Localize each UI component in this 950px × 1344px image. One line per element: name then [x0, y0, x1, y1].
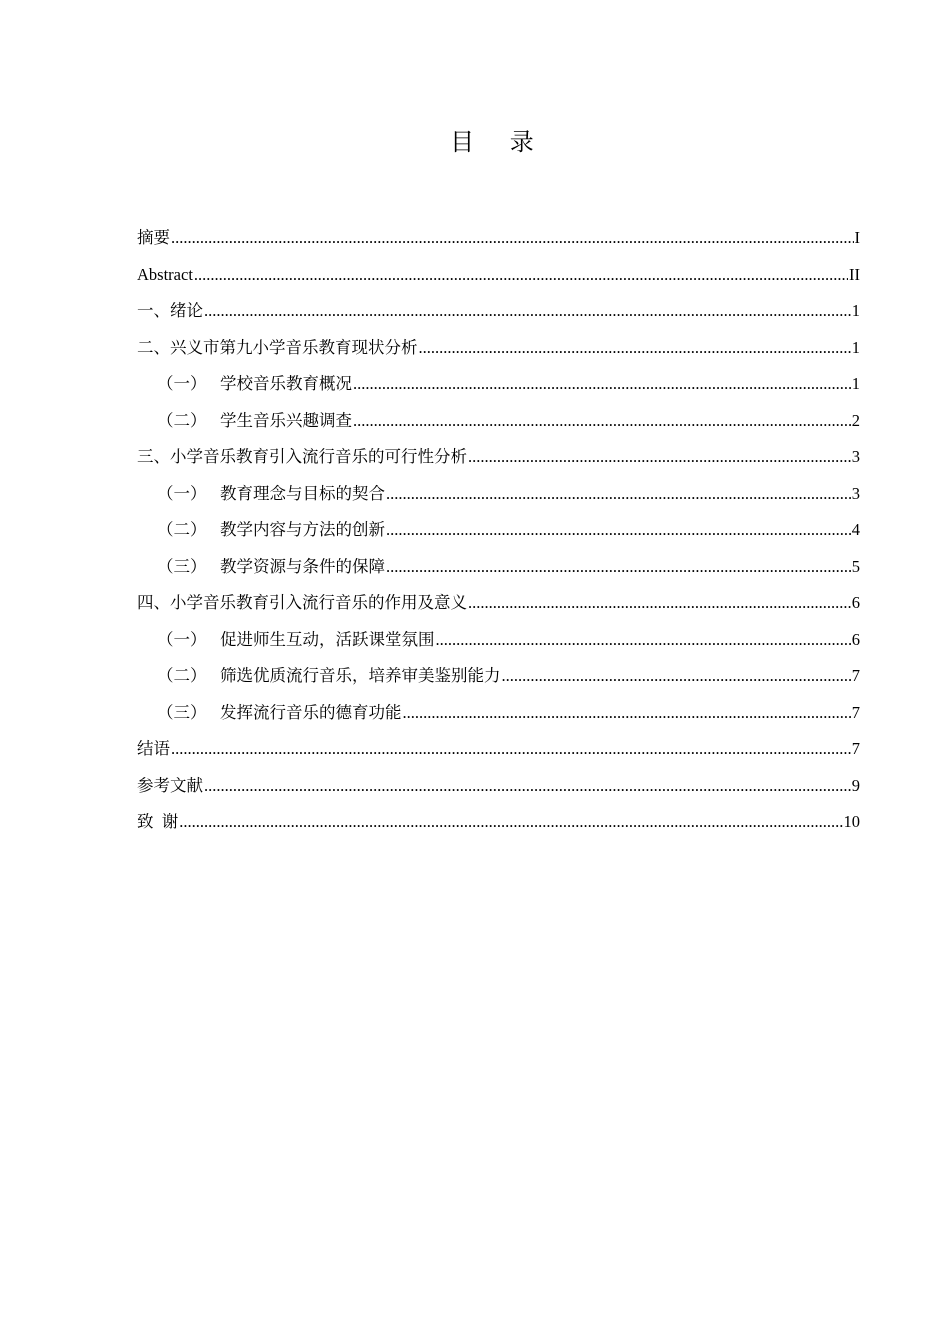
toc-entry-section-3-1[interactable] [137, 476, 860, 513]
toc-entry-page: 5 [851, 556, 860, 576]
toc-entry-page: I [854, 228, 860, 247]
toc-entry-number: （二） [157, 520, 207, 539]
toc-entry-number: （二） [157, 410, 207, 430]
toc-entry-label: 三、小学音乐教育引入流行音乐的可行性分析 [137, 447, 467, 466]
toc-entry-label: 筛选优质流行音乐，培养审美鉴别能力 [220, 666, 501, 685]
toc-entry-label: Abstract [137, 264, 193, 284]
dot-leader [386, 549, 851, 586]
dot-leader [403, 695, 851, 732]
toc-entry-number: （三） [157, 702, 207, 722]
toc-entry-acknowledgements[interactable] [137, 804, 860, 841]
toc-entry-page: 1 [851, 301, 860, 320]
toc-entry-label: 教学内容与方法的创新 [220, 520, 385, 539]
dot-leader [204, 293, 851, 330]
dot-leader [468, 585, 851, 622]
toc-entry-number: （二） [157, 666, 207, 685]
toc-entry-page: 9 [851, 775, 860, 795]
toc-entry-label: 摘要 [137, 228, 170, 247]
toc-entry-page: 6 [851, 629, 860, 649]
toc-entry-chapter-3[interactable] [137, 439, 860, 476]
toc-entry-label: 学生音乐兴趣调查 [220, 410, 352, 430]
dot-leader [353, 403, 851, 440]
toc-entry-page: 6 [851, 593, 860, 612]
dot-leader [171, 220, 854, 257]
toc-entry-label: 教育理念与目标的契合 [220, 483, 385, 503]
toc-entry-section-4-2[interactable] [137, 658, 860, 695]
toc-entry-page: 3 [851, 447, 860, 466]
toc-entry-number: （一） [157, 483, 207, 503]
toc-entry-page: 1 [851, 374, 860, 393]
dot-leader [502, 658, 851, 695]
page-title: 目 录 [450, 128, 548, 156]
toc-entry-label: 二、兴义市第九小学音乐教育现状分析 [137, 337, 418, 357]
toc-entry-references[interactable] [137, 768, 860, 805]
toc-entry-page: II [849, 264, 860, 284]
dot-leader [436, 622, 851, 659]
toc-entry-abstract-en[interactable] [137, 257, 860, 294]
toc-entry-section-3-2[interactable] [137, 512, 860, 549]
dot-leader [353, 366, 851, 403]
toc-entry-page: 1 [851, 337, 860, 357]
dot-leader [468, 439, 851, 476]
dot-leader [386, 512, 851, 549]
toc-entry-abstract-cn[interactable] [137, 220, 860, 257]
toc-entry-section-4-3[interactable] [137, 695, 860, 732]
toc-entry-introduction[interactable] [137, 293, 860, 330]
toc-entry-label: 致 谢 [137, 812, 179, 831]
toc-entry-section-2-2[interactable] [137, 403, 860, 440]
dot-leader [179, 804, 842, 841]
toc-entry-label: 促进师生互动，活跃课堂氛围 [220, 629, 435, 649]
toc-entry-page: 3 [851, 483, 860, 503]
toc-entry-label: 四、小学音乐教育引入流行音乐的作用及意义 [137, 593, 467, 612]
toc-entry-label: 参考文献 [137, 775, 203, 795]
toc-entry-label: 发挥流行音乐的德育功能 [220, 702, 402, 722]
toc-entry-section-3-3[interactable] [137, 549, 860, 586]
dot-leader [171, 731, 851, 768]
toc-entry-section-4-1[interactable] [137, 622, 860, 659]
toc-entry-number: （一） [157, 374, 207, 393]
dot-leader [419, 330, 851, 367]
toc-entry-number: （三） [157, 556, 207, 576]
toc-entry-label: 学校音乐教育概况 [220, 374, 352, 393]
toc-entry-page: 7 [851, 739, 860, 758]
toc-entry-label: 教学资源与条件的保障 [220, 556, 385, 576]
toc-entry-label: 结语 [137, 739, 170, 758]
toc-entry-conclusion[interactable] [137, 731, 860, 768]
toc-entry-page: 2 [851, 410, 860, 430]
toc-entry-chapter-2[interactable] [137, 330, 860, 367]
dot-leader [204, 768, 851, 805]
table-of-contents [137, 220, 860, 841]
dot-leader [386, 476, 851, 513]
dot-leader [194, 257, 848, 294]
toc-entry-number: （一） [157, 629, 207, 649]
toc-entry-label: 一、绪论 [137, 301, 203, 320]
toc-entry-chapter-4[interactable] [137, 585, 860, 622]
toc-entry-page: 7 [851, 702, 860, 722]
toc-entry-page: 10 [843, 812, 860, 831]
toc-entry-page: 7 [851, 666, 860, 685]
toc-entry-page: 4 [851, 520, 860, 539]
toc-entry-section-2-1[interactable] [137, 366, 860, 403]
